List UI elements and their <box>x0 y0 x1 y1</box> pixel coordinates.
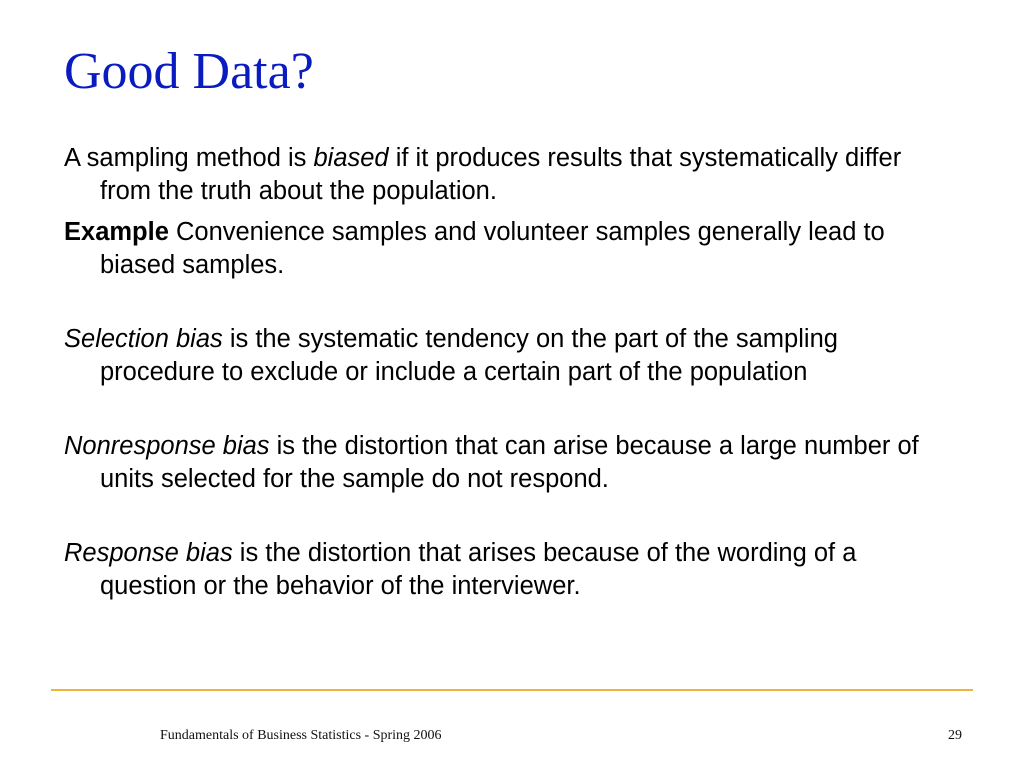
paragraph-text: is the systematic tendency on the part of the sampling procedure to exclude or include a certain part of the population <box>100 325 838 386</box>
paragraph-selection-bias <box>64 323 954 389</box>
term-selection-bias: Selection bias <box>64 325 223 353</box>
paragraph-text: is the distortion that can arise because a large number of units selected for the sample do not respond. <box>100 432 919 493</box>
footer-divider <box>51 689 973 691</box>
page-number: 29 <box>948 728 962 743</box>
paragraph-text: if it produces results that systematically differ from the truth about the population. <box>100 144 902 205</box>
term-response-bias: Response bias <box>64 539 233 567</box>
paragraph-biased-definition <box>64 142 954 208</box>
paragraph-nonresponse-bias <box>64 430 954 496</box>
example-label: Example <box>64 218 169 246</box>
paragraph-text: Convenience samples and volunteer samples generally lead to biased samples. <box>100 218 885 279</box>
paragraph-response-bias <box>64 537 954 603</box>
paragraph-text: is the distortion that arises because of the wording of a question or the behavior of the interviewer. <box>100 539 857 600</box>
term-biased: biased <box>313 144 389 172</box>
paragraph-lead-text: A sampling method is <box>64 144 314 172</box>
slide-title: Good Data? <box>64 43 314 100</box>
slide-body <box>64 142 954 603</box>
footer-course-title: Fundamentals of Business Statistics - Spring 2006 <box>160 728 442 743</box>
term-nonresponse-bias: Nonresponse bias <box>64 432 270 460</box>
paragraph-example <box>64 216 954 282</box>
